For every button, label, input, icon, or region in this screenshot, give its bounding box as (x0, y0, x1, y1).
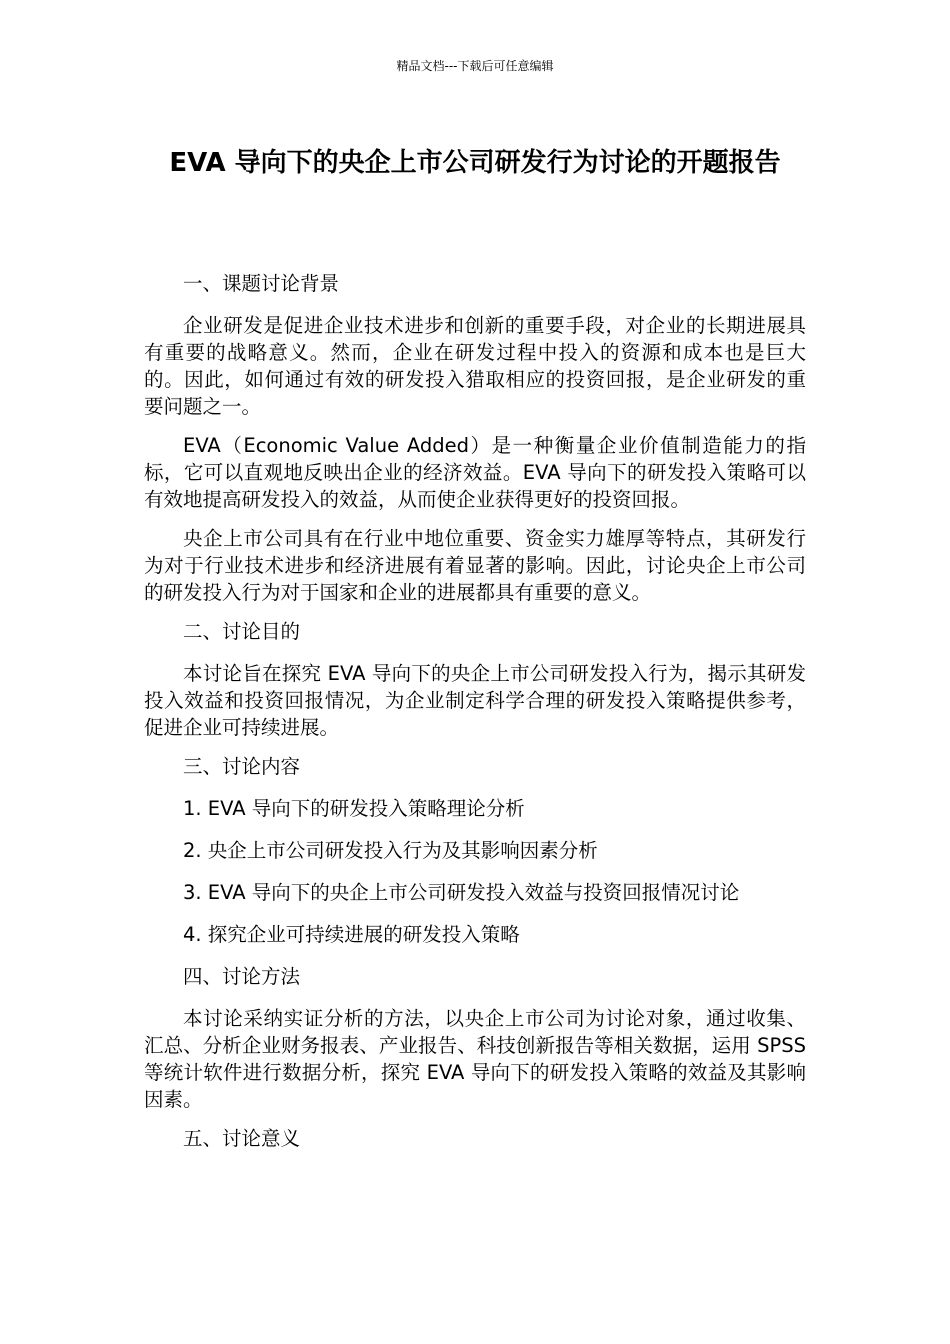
content-list-item: 3. EVA 导向下的央企上市公司研发投入效益与投资回报情况讨论 (183, 881, 740, 904)
paragraph-background-1: 企业研发是促进企业技术进步和创新的重要手段，对企业的长期进展具有重要的战略意义。然而，企业在研发过程中投入的资源和成本也是巨大的。因此，如何通过有效的研发投入猎取相应的投资回报，是企业研发的重要问题之一。 (144, 314, 806, 418)
content-list-item: 4. 探究企业可持续进展的研发投入策略 (183, 923, 520, 946)
section-heading-purpose: 二、讨论目的 (183, 620, 301, 643)
document-body (144, 270, 806, 1167)
section-heading-method: 四、讨论方法 (183, 965, 301, 988)
paragraph-background-2: EVA（Economic Value Added）是一种衡量企业价值制造能力的指标，它可以直观地反映出企业的经济效益。EVA 导向下的研发投入策略可以有效地提高研发投入的效益，从而使企业获得更好的投资回报。 (144, 434, 806, 511)
header-note: 精品文档---下载后可任意编辑 (396, 59, 554, 73)
document-title: EVA 导向下的央企上市公司研发行为讨论的开题报告 (169, 148, 781, 178)
section-heading-significance: 五、讨论意义 (183, 1127, 301, 1150)
content-list-item: 1. EVA 导向下的研发投入策略理论分析 (183, 797, 525, 820)
paragraph-background-3: 央企上市公司具有在行业中地位重要、资金实力雄厚等特点，其研发行为对于行业技术进步和经济进展有着显著的影响。因此，讨论央企上市公司的研发投入行为对于国家和企业的进展都具有重要的意义。 (144, 527, 806, 604)
paragraph-purpose: 本讨论旨在探究 EVA 导向下的央企上市公司研发投入行为，揭示其研发投入效益和投资回报情况，为企业制定科学合理的研发投入策略提供参考，促进企业可持续进展。 (144, 662, 806, 739)
paragraph-method: 本讨论采纳实证分析的方法，以央企上市公司为讨论对象，通过收集、汇总、分析企业财务报表、产业报告、科技创新报告等相关数据，运用 SPSS 等统计软件进行数据分析，探究 EVA 导向下的研发投入策略的效益及其影响因素。 (144, 1007, 806, 1111)
section-heading-content: 三、讨论内容 (183, 755, 301, 778)
content-list-item: 2. 央企上市公司研发投入行为及其影响因素分析 (183, 839, 598, 862)
section-heading-background: 一、课题讨论背景 (183, 272, 340, 295)
